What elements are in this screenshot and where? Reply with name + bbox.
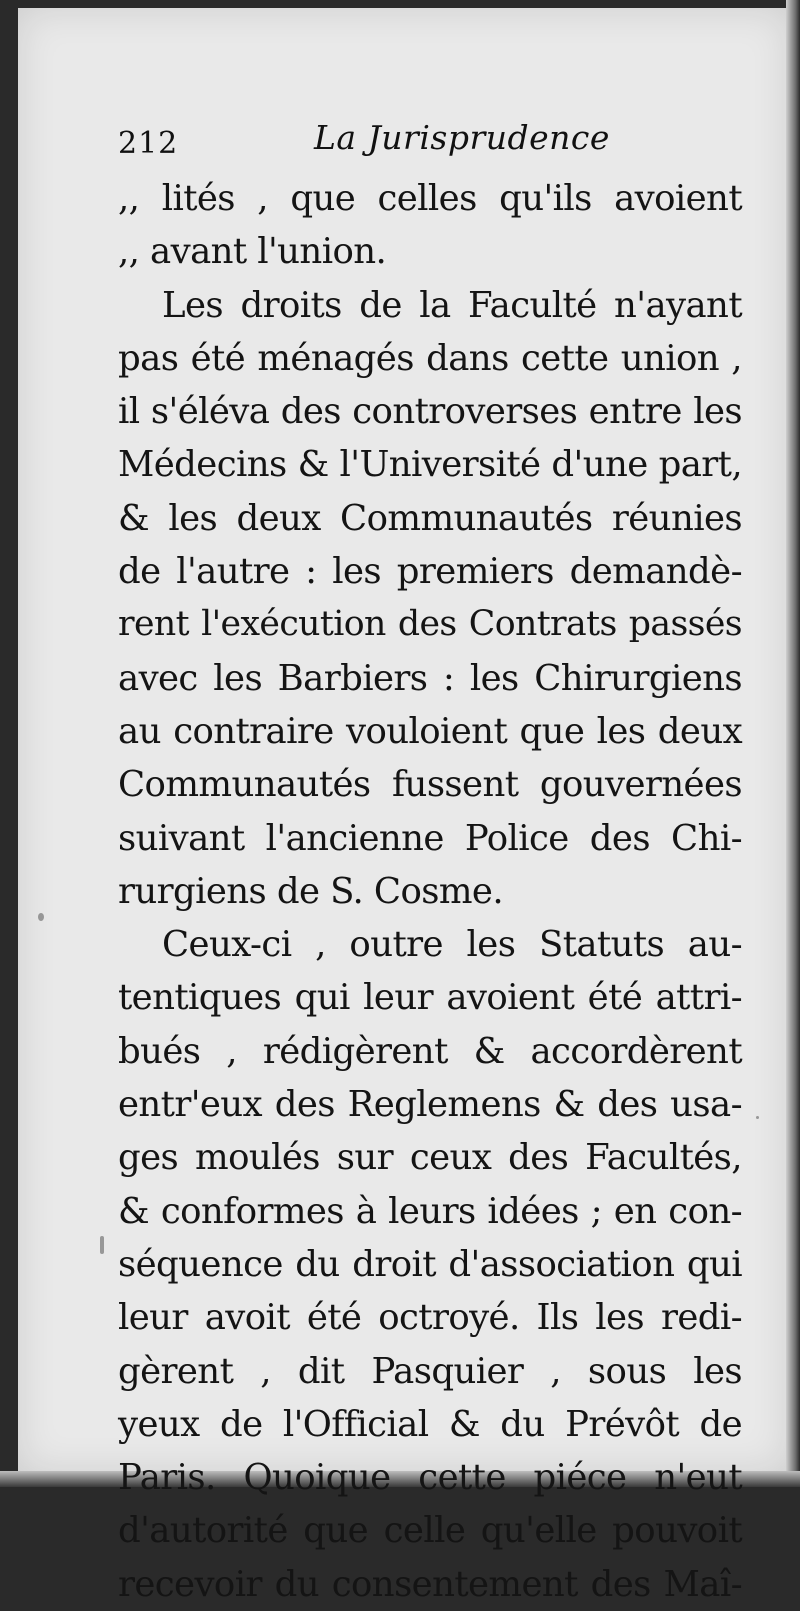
text-line: suivant l'ancienne Police des Chi- [118,817,742,859]
text-line: Ceux-ci , outre les Statuts au- [162,924,742,966]
text-line: Communautés fussent gouvernées [118,764,742,806]
ink-speck [38,913,44,921]
text-line: Paris. Quoique cette piéce n'eut [118,1457,742,1499]
text-line: Médecins & l'Université d'une part, [118,444,742,486]
page-edge-shadow [786,0,800,1487]
text-line: de l'autre : les premiers demandè- [118,551,742,593]
ink-speck [100,1236,104,1254]
text-line: entr'eux des Reglemens & des usa- [118,1084,742,1126]
text-line: tentiques qui leur avoient été attri- [118,977,742,1019]
text-line: bués , rédigèrent & accordèrent [118,1030,742,1072]
page-header [118,118,718,170]
text-line: rurgiens de S. Cosme. [118,870,504,912]
page-number: 212 [118,126,179,161]
text-line: leur avoit été octroyé. Ils les redi- [118,1297,742,1339]
text-line: avec les Barbiers : les Chirurgiens [118,657,742,699]
text-line: & conformes à leurs idées ; en con- [118,1190,742,1232]
text-line: recevoir du consentement des Maî- [118,1563,742,1605]
text-line: il s'éléva des controverses entre les [118,391,742,433]
body-text [118,172,742,1611]
text-line: d'autorité que celle qu'elle pouvoit [118,1510,742,1552]
text-line: ,, lités , que celles qu'ils avoient [118,178,742,219]
text-line: ges moulés sur ceux des Facultés, [118,1137,742,1179]
text-line: gèrent , dit Pasquier , sous les [118,1350,742,1392]
text-line: ,, avant l'union. [118,231,387,273]
running-title: La Jurisprudence [314,118,610,157]
text-line: pas été ménagés dans cette union , [118,337,742,379]
text-line: séquence du droit d'association qui [118,1243,742,1285]
text-line: & les deux Communautés réunies [118,497,742,539]
text-line: yeux de l'Official & du Prévôt de [118,1403,742,1445]
text-line: au contraire vouloient que les deux [118,710,742,752]
ink-speck [756,1116,759,1119]
text-line: rent l'exécution des Contrats passés [118,604,742,645]
text-line: Les droits de la Faculté n'ayant [162,284,742,326]
